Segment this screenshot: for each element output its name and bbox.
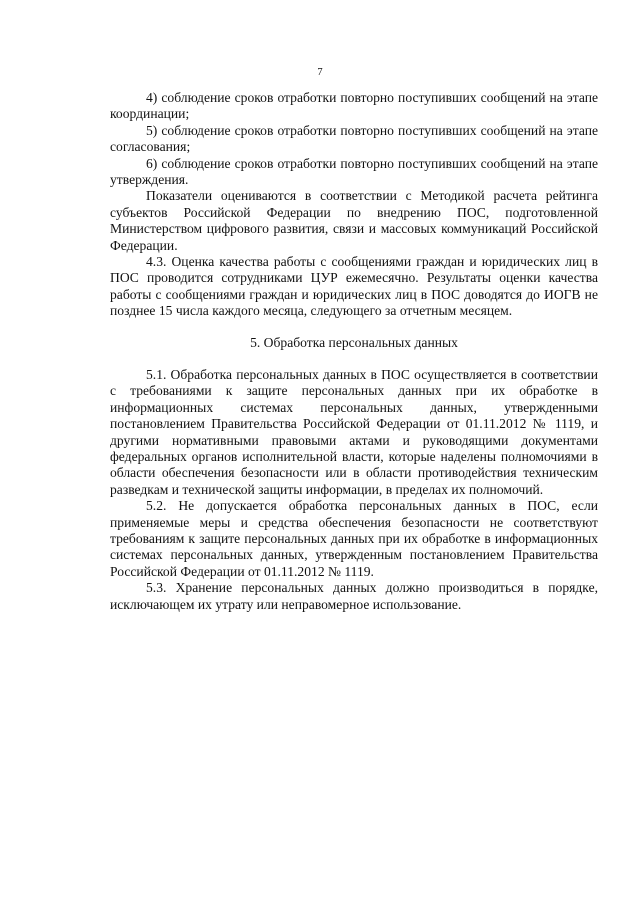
section-heading: 5. Обработка персональных данных — [250, 335, 458, 350]
list-item-4: 4) соблюдение сроков отработки повторно поступивших сообщений на этапе координации; — [110, 90, 598, 122]
indicators-paragraph: Показатели оцениваются в соответствии с Методикой расчета рейтинга субъектов Российской Федерации по внедрению ПОС, подготовленной Министерством цифрового развития, связи и массовых коммуникаций Российской Федерации. — [110, 188, 598, 253]
paragraph-5-1: 5.1. Обработка персональных данных в ПОС осуществляется в соответствии с требованиями к защите персональных данных при их обработке в информационных системах персональных данных, утвержденными постановлением Правительства Российской Федерации от 01.11.2012 № 1119, и другими нормативными правовыми актами и руководящими документами федеральных органов исполнительной власти, которые наделены полномочиями в области обеспечения безопасности или в области противодействия техническим разведкам и технической защиты информации, в пределах их полномочий. — [110, 367, 598, 497]
list-item-5: 5) соблюдение сроков отработки повторно поступивших сообщений на этапе согласования; — [110, 122, 598, 155]
page-number: 7 — [317, 67, 323, 78]
paragraph-5-3: 5.3. Хранение персональных данных должно производиться в порядке, исключающем их утрату или неправомерное использование. — [110, 580, 598, 612]
paragraph-5-2: 5.2. Не допускается обработка персональных данных в ПОС, если применяемые меры и средства обеспечения безопасности не соответствуют требованиям к защите персональных данных при их обработке в информационных системах персональных данных, утвержденным постановлением Правительства Российской Федерации от 01.11.2012 № 1119. — [110, 498, 598, 579]
section-4-continuation — [110, 90, 598, 320]
list-item-6: 6) соблюдение сроков отработки повторно поступивших сообщений на этапе утверждения. — [110, 155, 598, 188]
section-5-body — [110, 367, 598, 613]
section-5-heading-block — [110, 335, 598, 351]
paragraph-4-3: 4.3. Оценка качества работы с сообщениями граждан и юридических лиц в ПОС проводится сотрудниками ЦУР ежемесячно. Результаты оценки качества работы с сообщениями граждан и юридических лиц в ПОС доводятся до ИОГВ не позднее 15 числа каждого месяца, следующего за отчетным месяцем. — [110, 254, 598, 319]
